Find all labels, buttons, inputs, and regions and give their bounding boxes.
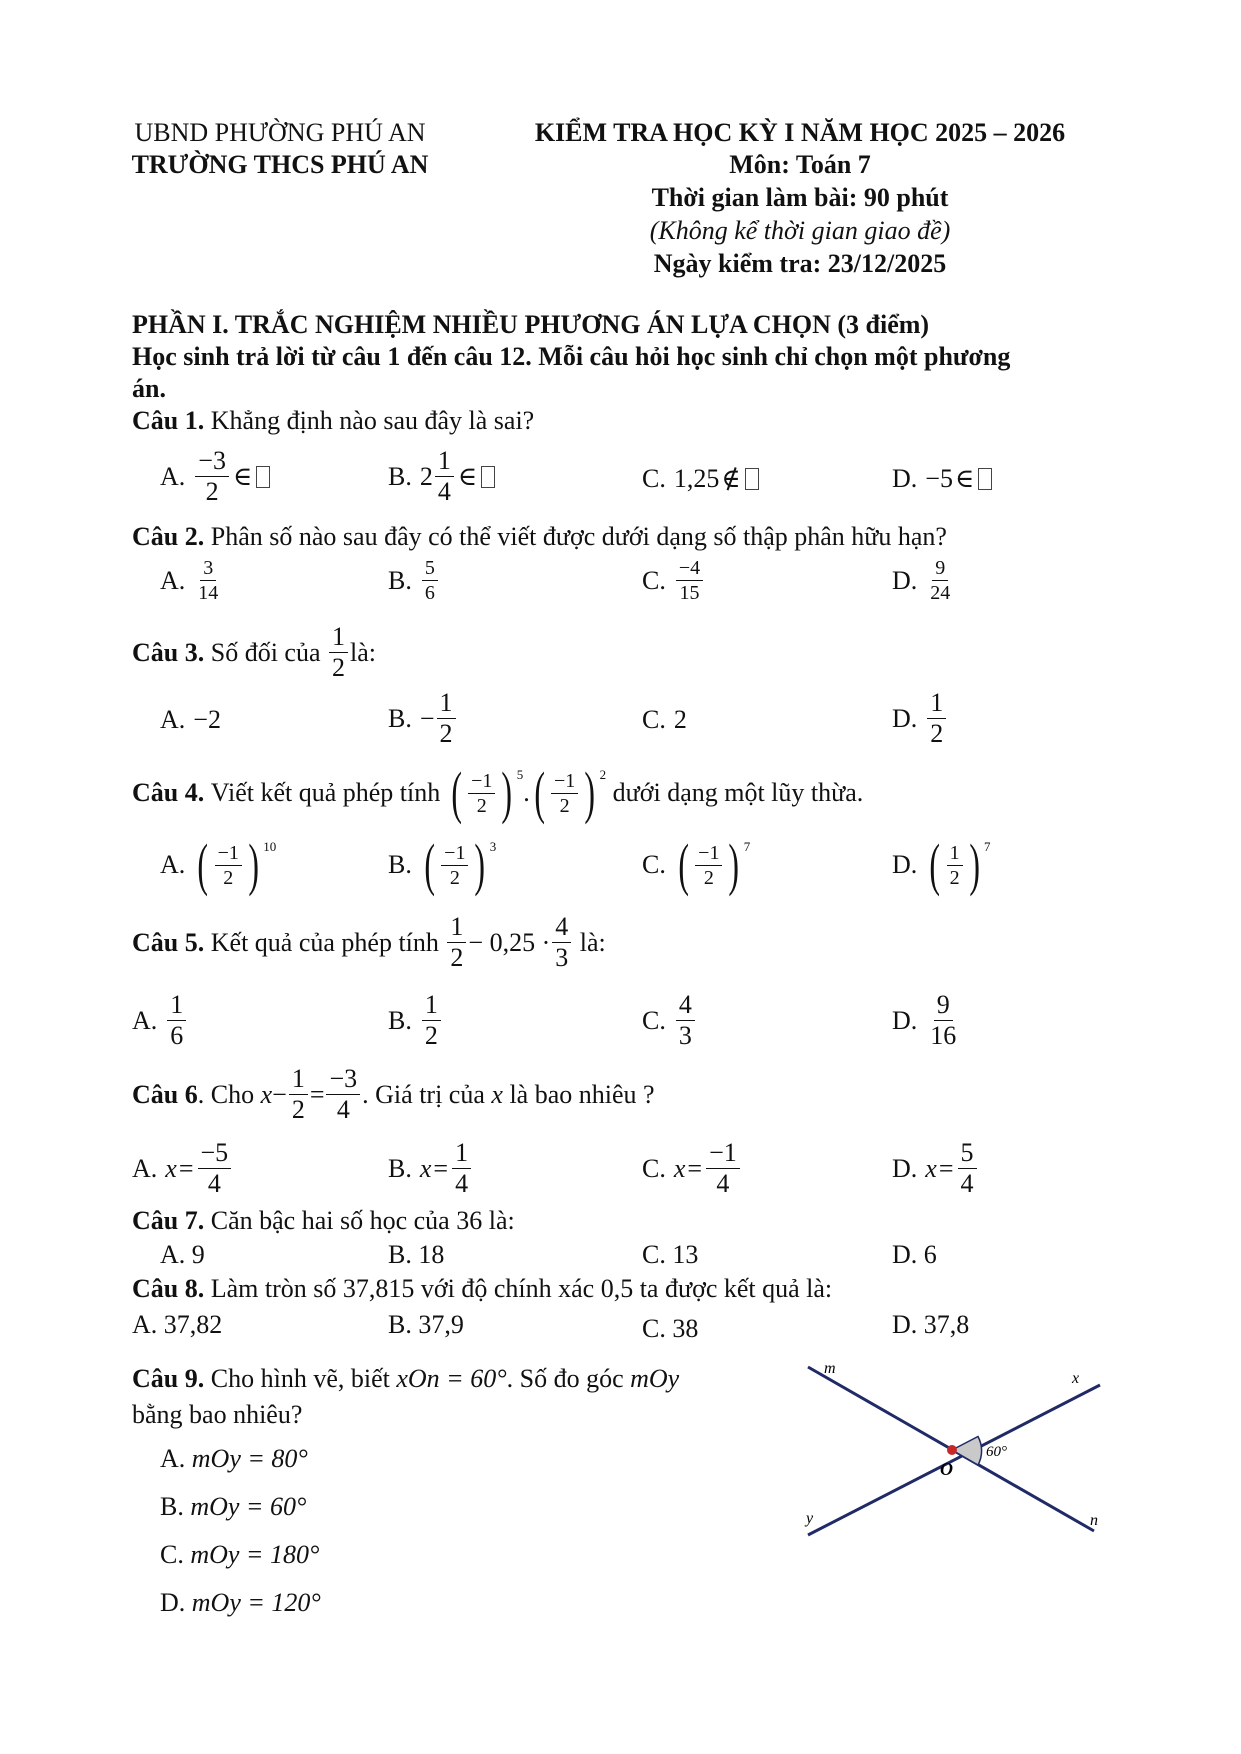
- set-symbol-box: [256, 466, 270, 488]
- exam-duration: Thời gian làm bài: 90 phút: [651, 183, 949, 212]
- exam-title: KIỂM TRA HỌC KỲ I NĂM HỌC 2025 – 2026: [534, 118, 1066, 147]
- q3-option-d[interactable]: D. $\frac{1}{2}$: [892, 688, 948, 749]
- set-symbol-box: [481, 466, 495, 488]
- exam-date: Ngày kiểm tra: 23/12/2025: [653, 249, 947, 278]
- q3-option-c[interactable]: C. 2: [642, 705, 687, 734]
- label-o: O: [940, 1459, 953, 1479]
- question-2: Câu 2. Phân số nào sau đây có thể viết được dưới dạng số thập phân hữu hạn?: [132, 522, 947, 551]
- question-3: Câu 3. Số đối của $\frac{1}{2}$ là:: [132, 622, 377, 682]
- q2-option-a[interactable]: A. $\frac{3}{14}$: [160, 557, 219, 604]
- q8-option-b[interactable]: B. 37,9: [388, 1310, 464, 1339]
- label-n: n: [1090, 1512, 1098, 1529]
- question-label: Câu 1.: [132, 406, 205, 435]
- q6-option-d[interactable]: D. x = $\frac{5}{4}$: [892, 1138, 979, 1199]
- q9-option-c[interactable]: C. mOy = 180°: [160, 1540, 320, 1569]
- set-symbol-box: [745, 468, 759, 490]
- set-symbol-box: [978, 468, 992, 490]
- q5-option-c[interactable]: C. $\frac{4}{3}$: [642, 990, 697, 1051]
- question-9-cont: bằng bao nhiêu?: [132, 1400, 303, 1429]
- q7-option-c[interactable]: C. 13: [642, 1240, 699, 1269]
- question-9: Câu 9. Cho hình vẽ, biết xOn = 60°. Số đo góc mOy: [132, 1364, 680, 1393]
- label-y: y: [806, 1510, 814, 1527]
- part1-instruction-cont: án.: [132, 374, 166, 403]
- q1-option-a[interactable]: A. $\frac{-3}{2}$ ∈: [160, 446, 270, 507]
- q6-option-a[interactable]: A. x = $\frac{-5}{4}$: [132, 1138, 233, 1199]
- q5-option-d[interactable]: D. $\frac{9}{16}$: [892, 990, 957, 1050]
- q1-option-d[interactable]: D. −5 ∈: [892, 464, 992, 494]
- header-ward: UBND PHƯỜNG PHÚ AN: [134, 118, 426, 147]
- q1-option-b[interactable]: B. 2 $\frac{1}{4}$ ∈: [388, 446, 495, 507]
- q2-option-c[interactable]: C. $\frac{-4}{15}$: [642, 556, 705, 605]
- q2-option-d[interactable]: D. $\frac{9}{24}$: [892, 557, 951, 604]
- question-7: Câu 7. Căn bậc hai số học của 36 là:: [132, 1206, 515, 1235]
- q7-option-d[interactable]: D. 6: [892, 1240, 937, 1269]
- q9-option-a[interactable]: A. mOy = 80°: [160, 1444, 308, 1473]
- exam-subject: Môn: Toán 7: [729, 150, 871, 179]
- question-text: Khẳng định nào sau đây là sai?: [210, 406, 535, 435]
- q8-option-d[interactable]: D. 37,8: [892, 1310, 970, 1339]
- q4-option-d[interactable]: D. ( $\frac{1}{2}$ ) $^7$: [892, 832, 991, 897]
- q5-option-b[interactable]: B. $\frac{1}{2}$: [388, 990, 443, 1051]
- q9-option-d[interactable]: D. mOy = 120°: [160, 1588, 321, 1617]
- q6-option-b[interactable]: B. x = $\frac{1}{4}$: [388, 1138, 473, 1199]
- q4-option-c[interactable]: C. ( $\frac{-1}{2}$ ) $^7$: [642, 832, 751, 897]
- header-school: TRƯỜNG THCS PHÚ AN: [131, 150, 429, 179]
- q9-option-b[interactable]: B. mOy = 60°: [160, 1492, 307, 1521]
- q7-option-b[interactable]: B. 18: [388, 1240, 445, 1269]
- q3-option-b[interactable]: B. − $\frac{1}{2}$: [388, 688, 458, 749]
- point-o: [947, 1445, 957, 1455]
- q2-option-b[interactable]: B. $\frac{5}{6}$: [388, 556, 440, 605]
- question-5: Câu 5. Kết quả của phép tính $\frac{1}{2}$ − 0,25 · $\frac{4}{3}$ là:: [132, 912, 606, 972]
- q8-option-c[interactable]: C. 38: [642, 1314, 699, 1343]
- q4-option-b[interactable]: B. ( $\frac{-1}{2}$ ) $^3$: [388, 832, 497, 897]
- q4-option-a[interactable]: A. ( $\frac{-1}{2}$ ) $^{10}$: [160, 832, 277, 897]
- question-8: Câu 8. Làm tròn số 37,815 với độ chính xác 0,5 ta được kết quả là:: [132, 1274, 833, 1303]
- exam-duration-note: (Không kể thời gian giao đề): [649, 216, 951, 245]
- q1-option-c[interactable]: C. 1,25 ∉: [642, 464, 759, 494]
- label-60: 60°: [986, 1444, 1007, 1460]
- q5-option-a[interactable]: A. $\frac{1}{6}$: [132, 990, 188, 1051]
- label-m: m: [824, 1360, 836, 1377]
- q8-option-a[interactable]: A. 37,82: [132, 1310, 223, 1339]
- q3-option-a[interactable]: A. −2: [160, 705, 221, 734]
- q9-angle-figure: [790, 1355, 1130, 1565]
- line-y-x: [808, 1385, 1100, 1535]
- question-1: [132, 406, 534, 436]
- question-4: Câu 4. Viết kết quả phép tính ( $\frac{-1}{2}$ ) $^5$ . ( $\frac{-1}{2}$ ) $^2$ dưới dạng một lũy thừa.: [132, 760, 864, 825]
- part1-instruction: Học sinh trả lời từ câu 1 đến câu 12. Mỗi câu hỏi học sinh chỉ chọn một phương: [132, 342, 1011, 371]
- label-x: x: [1072, 1370, 1080, 1387]
- question-6: Câu 6 . Cho x − $\frac{1}{2}$ = $\frac{-3}{4}$ . Giá trị của x là bao nhiêu ?: [132, 1064, 655, 1124]
- q7-option-a[interactable]: A. 9: [160, 1240, 205, 1269]
- q6-option-c[interactable]: C. x = $\frac{-1}{4}$: [642, 1138, 742, 1199]
- part1-title: PHẦN I. TRẮC NGHIỆM NHIỀU PHƯƠNG ÁN LỰA CHỌN (3 điểm): [132, 310, 930, 339]
